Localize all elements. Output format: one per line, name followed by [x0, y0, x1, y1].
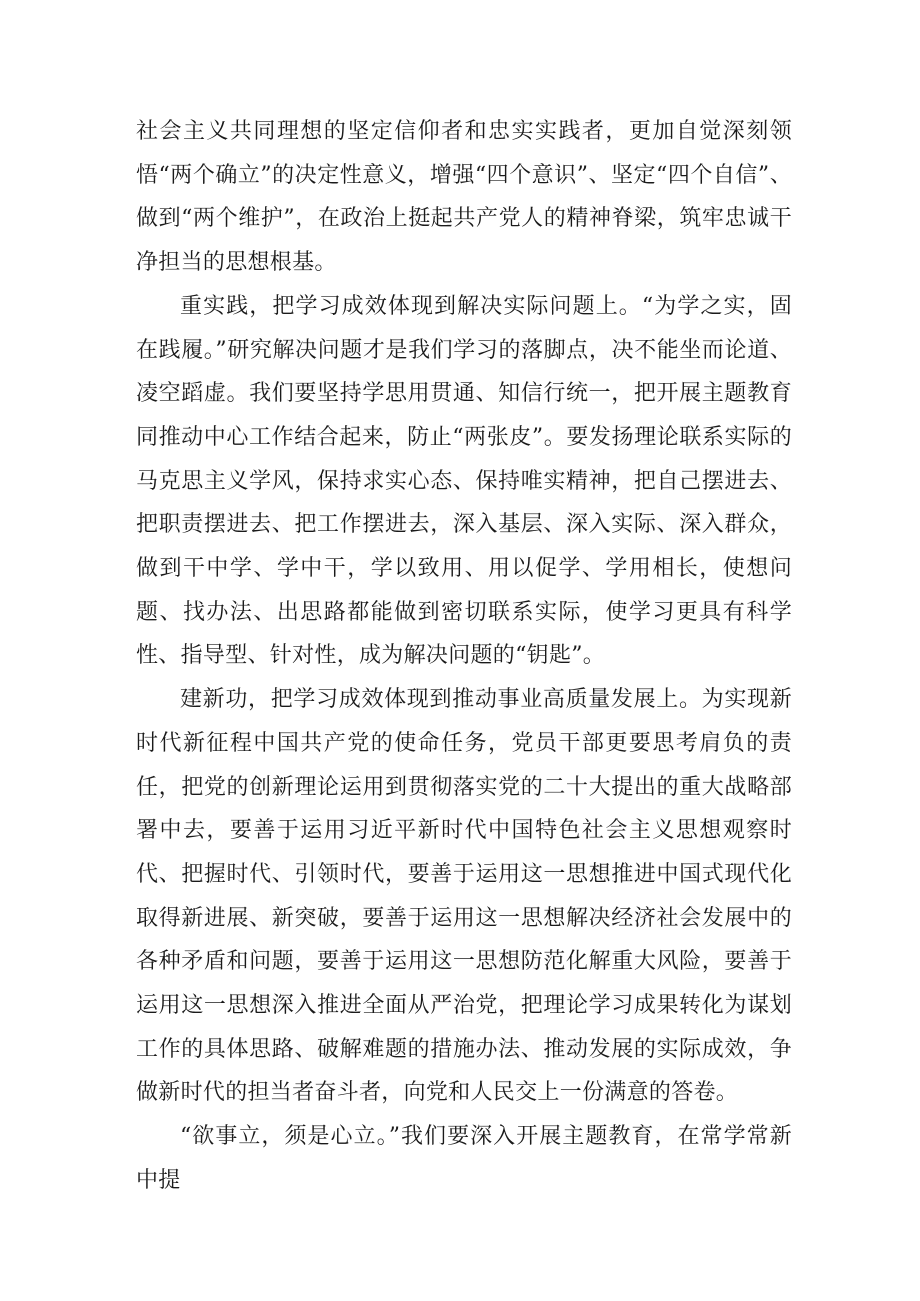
- body-text: [136, 110, 792, 1203]
- paragraph-3: 建新功，把学习成效体现到推动事业高质量发展上。为实现新时代新征程中国共产党的使命任务，党员干部更要思考肩负的责任，把党的创新理论运用到贯彻落实党的二十大提出的重大战略部署中去，要善于运用习近平新时代中国特色社会主义思想观察时代、把握时代、引领时代，要善于运用这一思想推进中国式现代化取得新进展、新突破，要善于运用这一思想解决经济社会发展中的各种矛盾和问题，要善于运用这一思想防范化解重大风险，要善于运用这一思想深入推进全面从严治党，把理论学习成果转化为谋划工作的具体思路、破解难题的措施办法、推动发展的实际成效，争做新时代的担当者奋斗者，向党和人民交上一份满意的答卷。: [136, 687, 792, 1106]
- paragraph-2: 重实践，把学习成效体现到解决实际问题上。“为学之实，固在践履。”研究解决问题才是我们学习的落脚点，决不能坐而论道、凌空蹈虚。我们要坚持学思用贯通、知信行统一，把开展主题教育同推动中心工作结合起来，防止“两张皮”。要发扬理论联系实际的马克思主义学风，保持求实心态、保持唯实精神，把自己摆进去、把职责摆进去、把工作摆进去，深入基层、深入实际、深入群众，做到干中学、学中干，学以致用、用以促学、学用相长，使想问题、找办法、出思路都能做到密切联系实际，使学习更具有科学性、指导型、针对性，成为解决问题的“钥匙”。: [136, 293, 792, 669]
- paragraph-4: “欲事立，须是心立。”我们要深入开展主题教育，在常学常新中提: [136, 1124, 792, 1193]
- paragraph-1: 社会主义共同理想的坚定信仰者和忠实实践者，更加自觉深刻领悟“两个确立”的决定性意义，增强“四个意识”、坚定“四个自信”、做到“两个维护”，在政治上挺起共产党人的精神脊梁，筑牢忠诚干净担当的思想根基。: [136, 119, 792, 276]
